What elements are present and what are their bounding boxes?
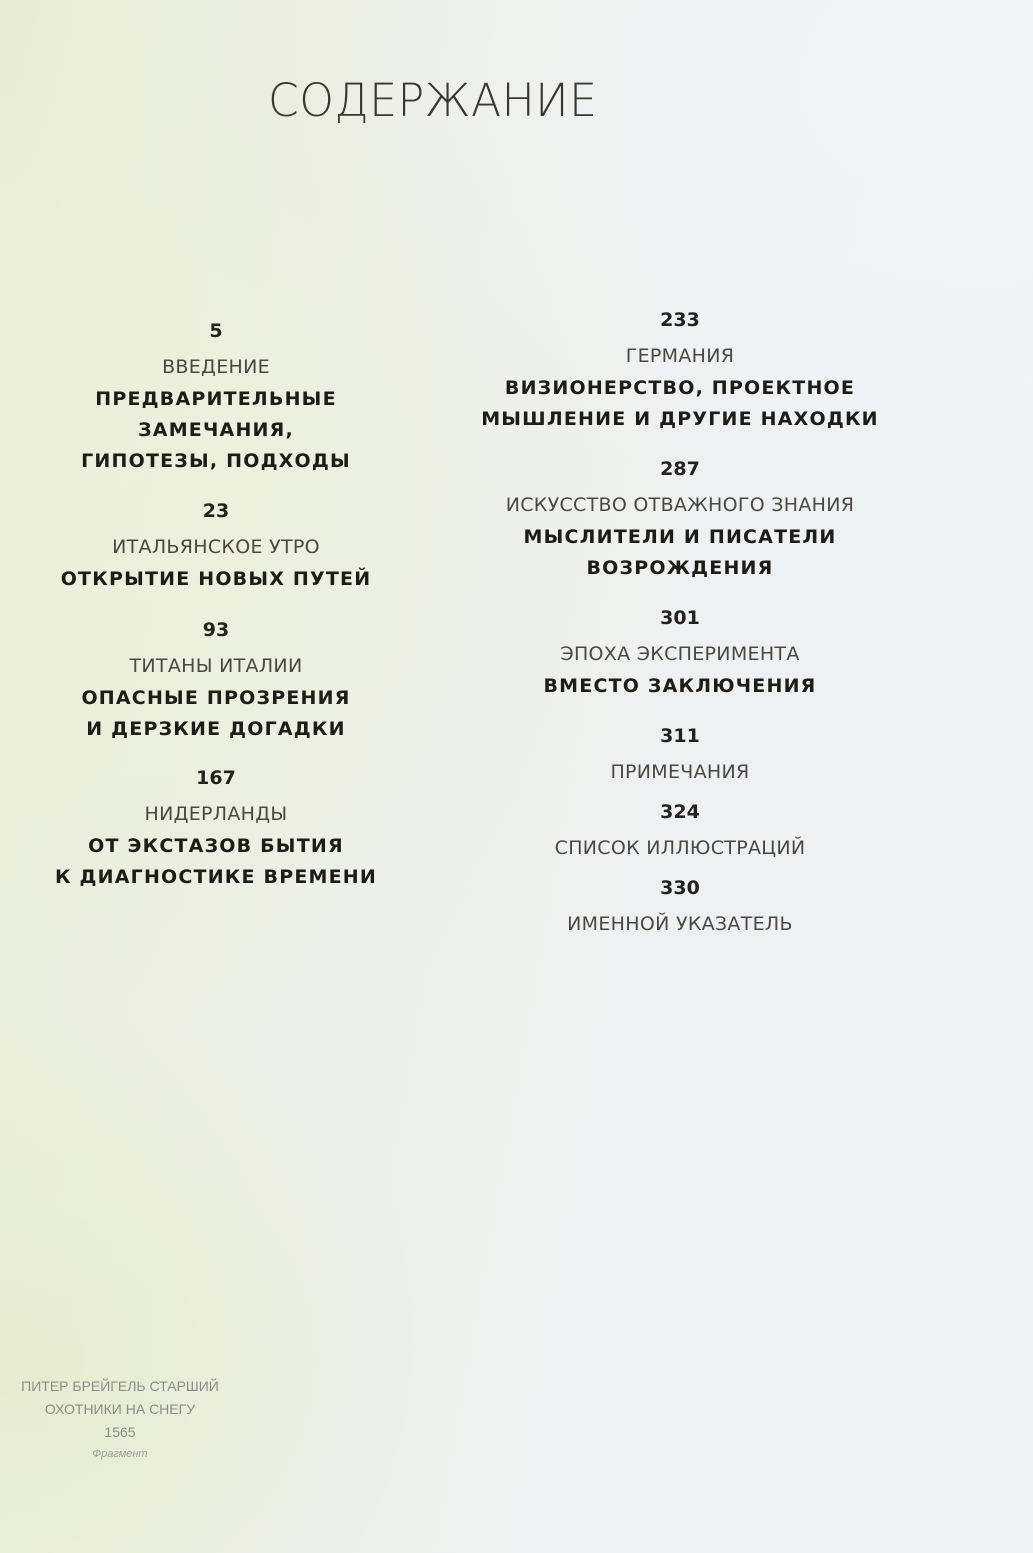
caption-title: ОХОТНИКИ НА СНЕГУ: [44, 1401, 196, 1417]
page-number: 301: [660, 607, 700, 629]
toc-entry: [81, 617, 350, 745]
page-number: 330: [660, 877, 700, 899]
section-subtitle: ГИПОТЕЗЫ, ПОДХОДЫ: [81, 450, 351, 472]
toc-entry: [567, 875, 793, 941]
toc-entry: [55, 765, 377, 893]
section-title: ВВЕДЕНИЕ: [162, 356, 270, 378]
contents-right-column: [470, 307, 890, 951]
section-subtitle: МЫШЛЕНИЕ И ДРУГИЕ НАХОДКИ: [481, 408, 879, 430]
page-number: 167: [196, 767, 236, 789]
section-title: ПРИМЕЧАНИЯ: [610, 761, 750, 783]
caption-year: 1565: [104, 1424, 136, 1440]
section-title: ИТАЛЬЯНСКОЕ УТРО: [112, 536, 320, 558]
section-title: НИДЕРЛАНДЫ: [144, 803, 288, 825]
toc-entry: [543, 605, 816, 702]
section-title: ЭПОХА ЭКСПЕРИМЕНТА: [560, 643, 800, 665]
page-number: 5: [209, 320, 223, 342]
page-number: 93: [202, 619, 230, 641]
page-title: СОДЕРЖАНИЕ: [268, 74, 598, 127]
section-subtitle: К ДИАГНОСТИКЕ ВРЕМЕНИ: [54, 866, 378, 888]
section-subtitle: ОПАСНЫЕ ПРОЗРЕНИЯ: [81, 687, 351, 709]
section-subtitle: ВМЕСТО ЗАКЛЮЧЕНИЯ: [543, 675, 817, 697]
section-title: ИСКУССТВО ОТВАЖНОГО ЗНАНИЯ: [505, 494, 855, 516]
page-number: 233: [660, 309, 700, 331]
section-subtitle: И ДЕРЗКИЕ ДОГАДКИ: [86, 718, 346, 740]
toc-entry: [555, 799, 806, 865]
caption-note: Фрагмент: [92, 1448, 148, 1460]
page-number: 311: [660, 725, 700, 747]
page-number: 23: [202, 500, 230, 522]
section-subtitle: МЫСЛИТЕЛИ И ПИСАТЕЛИ: [523, 526, 837, 548]
section-subtitle: ВИЗИОНЕРСТВО, ПРОЕКТНОЕ: [504, 377, 856, 399]
section-title: СПИСОК ИЛЛЮСТРАЦИЙ: [554, 837, 806, 859]
section-title: ГЕРМАНИЯ: [625, 345, 735, 367]
page-number: 324: [660, 801, 700, 823]
page-number: 287: [660, 458, 700, 480]
section-subtitle: ОТ ЭКСТАЗОВ БЫТИЯ: [88, 835, 344, 857]
section-subtitle: ВОЗРОЖДЕНИЯ: [586, 557, 774, 579]
section-title: ИМЕННОЙ УКАЗАТЕЛЬ: [567, 913, 793, 935]
toc-entry: [506, 456, 855, 584]
caption-artist: ПИТЕР БРЕЙГЕЛЬ СТАРШИЙ: [21, 1378, 219, 1394]
toc-entry: [61, 498, 372, 595]
section-subtitle: ОТКРЫТИЕ НОВЫХ ПУТЕЙ: [60, 568, 372, 590]
section-title: ТИТАНЫ ИТАЛИИ: [129, 655, 303, 677]
toc-entry: [610, 723, 749, 789]
illustration-caption: [10, 1375, 230, 1464]
contents-left-column: [16, 318, 416, 914]
toc-entry: [481, 307, 879, 435]
section-subtitle: ПРЕДВАРИТЕЛЬНЫЕ ЗАМЕЧАНИЯ,: [95, 388, 337, 441]
toc-entry: [16, 318, 416, 477]
